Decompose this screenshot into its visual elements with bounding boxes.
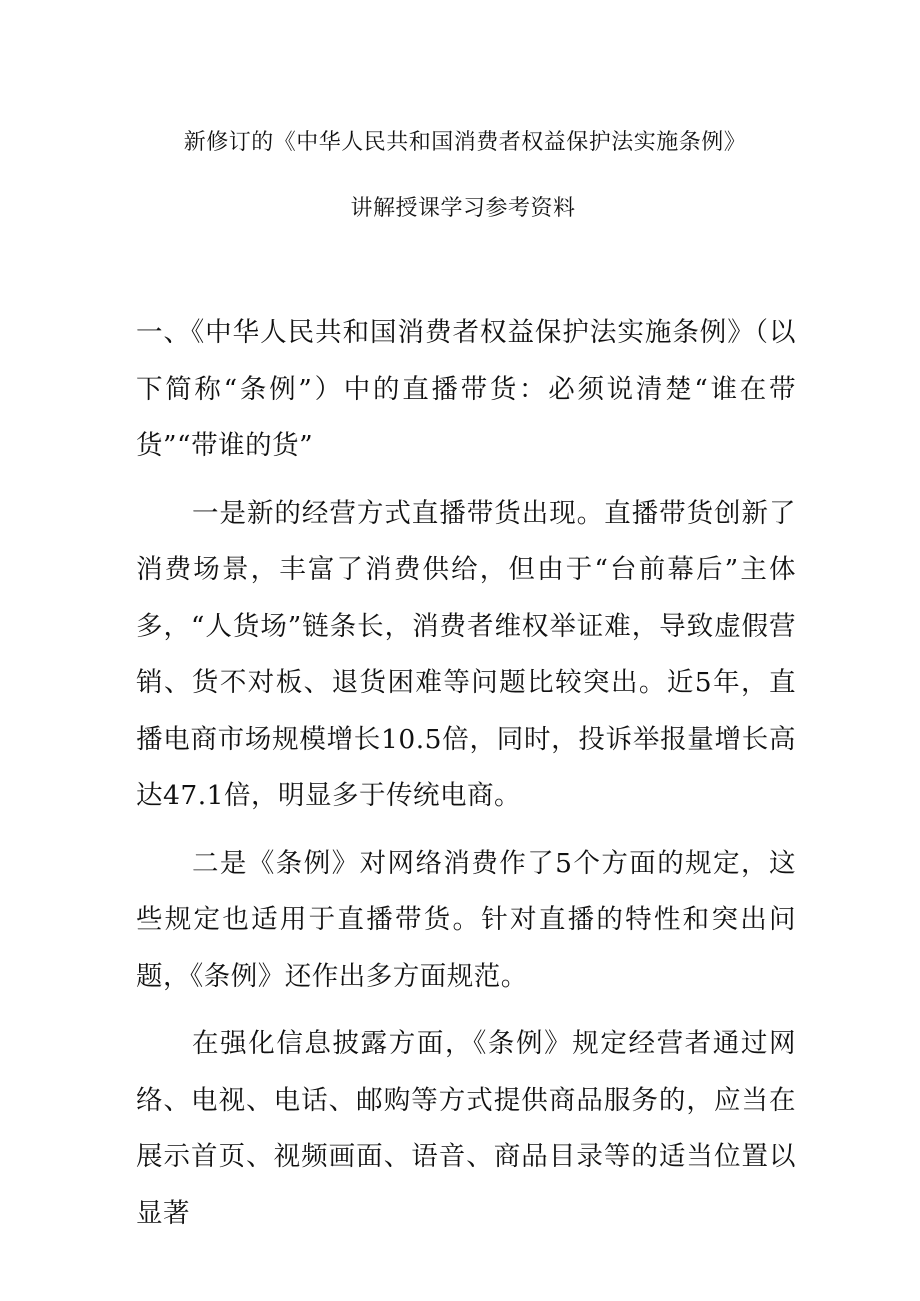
section-heading-1: 一、《中华人民共和国消费者权益保护法实施条例》（以下简称“条例”）中的直播带货：必须说清楚“谁在带货”“带谁的货” bbox=[136, 317, 796, 461]
paragraph-1: 一是新的经营方式直播带货出现。直播带货创新了消费场景，丰富了消费供给，但由于“台前幕后”主体多，“人货场”链条长，消费者维权举证难，导致虚假营销、货不对板、退货困难等问题比较突出。近5年，直播电商市场规模增长10.5倍，同时，投诉举报量增长高达47.1倍，明显多于传统电商。 bbox=[136, 497, 796, 811]
document-body bbox=[136, 305, 796, 1253]
paragraph-2: 二是《条例》对网络消费作了5个方面的规定，这些规定也适用于直播带货。针对直播的特性和突出问题，《条例》还作出多方面规范。 bbox=[136, 847, 796, 992]
paragraph-3: 在强化信息披露方面，《条例》规定经营者通过网络、电视、电话、邮购等方式提供商品服务的，应当在展示首页、视频画面、语音、商品目录等的适当位置以显著 bbox=[136, 1028, 796, 1229]
document-title-line-1: 新修订的《中华人民共和国消费者权益保护法实施条例》 bbox=[183, 130, 747, 155]
document-title-line-2: 讲解授课学习参考资料 bbox=[350, 196, 576, 221]
